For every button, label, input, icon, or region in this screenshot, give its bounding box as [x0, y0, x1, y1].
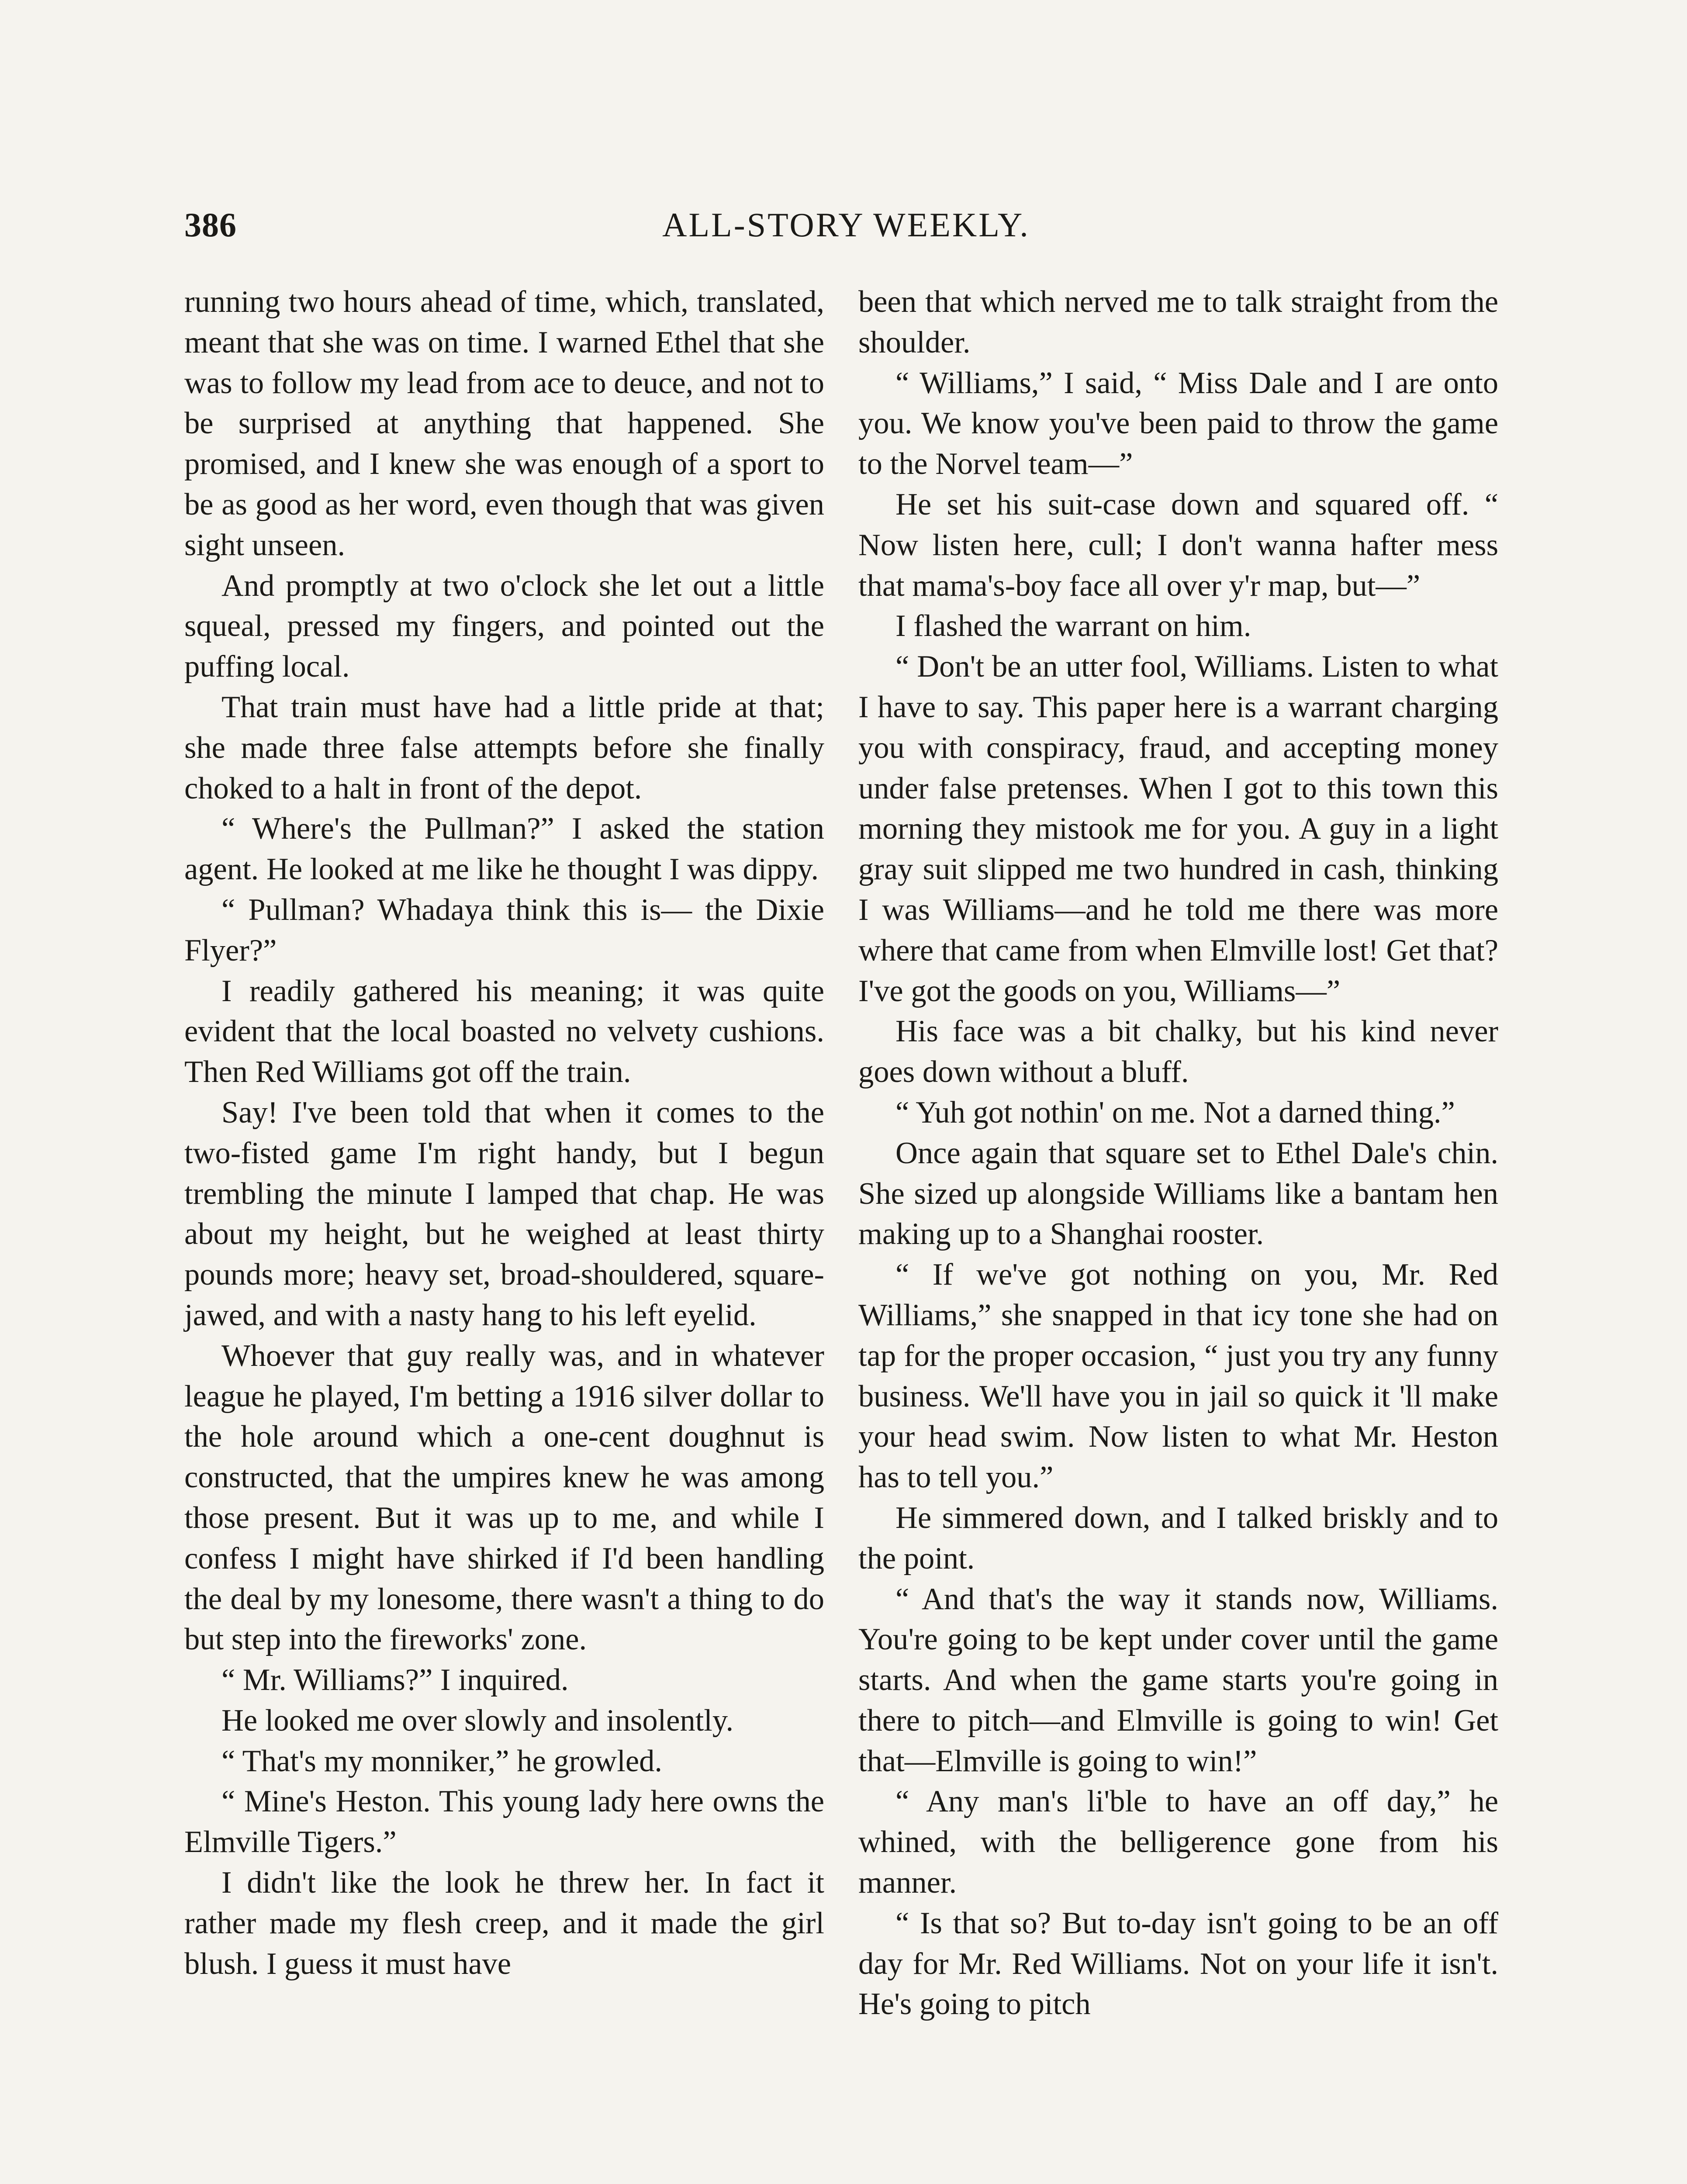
paragraph: running two hours ahead of time, which, translated, meant that she was on time. I warned Ethel that she was to follow my lead from ace to deuce, and not to be surprised at anything that happened. She promised, and I knew she was enough of a sport to be as good as her word, even though that was given sight unseen.: [184, 285, 824, 562]
paragraph: Once again that square set to Ethel Dale's chin. She sized up alongside Williams like a bantam hen making up to a Shanghai rooster.: [858, 1136, 1498, 1251]
right-column: [858, 282, 1498, 2025]
paragraph: “ Where's the Pullman?” I asked the station agent. He looked at me like he thought I was dippy.: [184, 812, 824, 887]
paragraph: “ And that's the way it stands now, Williams. You're going to be kept under cover until the game starts. And when the game starts you're going in there to pitch—and Elmville is going to win! Get that—Elmville is going to win!”: [858, 1582, 1498, 1778]
paragraph: I flashed the warrant on him.: [895, 609, 1251, 643]
paragraph: been that which nerved me to talk straight from the shoulder.: [858, 285, 1498, 359]
paragraph: I didn't like the look he threw her. In fact it rather made my flesh creep, and it made the girl blush. I guess it must have: [184, 1866, 824, 1981]
paragraph: That train must have had a little pride at that; she made three false attempts before she finally choked to a halt in front of the depot.: [184, 690, 824, 805]
paragraph: “ Pullman? Whadaya think this is— the Dixie Flyer?”: [184, 892, 824, 968]
paragraph: “ Williams,” I said, “ Miss Dale and I are onto you. We know you've been paid to throw the game to the Norvel team—”: [858, 366, 1498, 481]
page-number: 386: [184, 206, 237, 244]
paragraph: “ If we've got nothing on you, Mr. Red Williams,” she snapped in that icy tone she had on tap for the proper occasion, “ just you try any funny business. We'll have you in jail so quick it 'll make your head swim. Now listen to what Mr. Heston has to tell you.”: [858, 1258, 1498, 1495]
paragraph: He simmered down, and I talked briskly and to the point.: [858, 1500, 1498, 1576]
paragraph: “ Any man's li'ble to have an off day,” he whined, with the belligerence gone from his manner.: [858, 1784, 1498, 1900]
left-column: [184, 282, 824, 1984]
page-header: [184, 205, 1508, 253]
paragraph: I readily gathered his meaning; it was quite evident that the local boasted no velvety cushions. Then Red Williams got off the train.: [184, 974, 824, 1089]
paragraph: “ Don't be an utter fool, Williams. Listen to what I have to say. This paper here is a warrant charging you with conspiracy, fraud, and accepting money under false pretenses. When I got to this town this morning they mistook me for you. A guy in a light gray suit slipped me two hundred in cash, thinking I was Williams—and he told me there was more where that came from when Elmville lost! Get that? I've got the goods on you, Williams—”: [858, 650, 1498, 1008]
paragraph: And promptly at two o'clock she let out a little squeal, pressed my fingers, and pointed out the puffing local.: [184, 568, 824, 684]
running-title: ALL-STORY WEEKLY.: [662, 206, 1030, 244]
paragraph: “ Mine's Heston. This young lady here owns the Elmville Tigers.”: [184, 1784, 824, 1859]
paragraph: Say! I've been told that when it comes to the two-fisted game I'm right handy, but I begun trembling the minute I lamped that chap. He was about my height, but he weighed at least thirty pounds more; heavy set, broad-shouldered, square-jawed, and with a nasty hang to his left eyelid.: [184, 1095, 824, 1332]
paragraph: “ Yuh got nothin' on me. Not a darned thing.”: [895, 1095, 1455, 1130]
paragraph: He looked me over slowly and insolently.: [221, 1703, 734, 1738]
paragraph: Whoever that guy really was, and in whatever league he played, I'm betting a 1916 silver dollar to the hole around which a one-cent doughnut is constructed, that the umpires knew he was among those present. But it was up to me, and while I confess I might have shirked if I'd been handling the deal by my lonesome, there wasn't a thing to do but step into the fireworks' zone.: [184, 1338, 824, 1657]
paragraph: “ Is that so? But to-day isn't going to be an off day for Mr. Red Williams. Not on your life it isn't. He's going to pitch: [858, 1906, 1498, 2022]
paragraph: He set his suit-case down and squared off. “ Now listen here, cull; I don't wanna hafter mess that mama's-boy face all over y'r map, but—”: [858, 487, 1498, 603]
paragraph: “ That's my monniker,” he growled.: [221, 1744, 663, 1778]
paragraph: “ Mr. Williams?” I inquired.: [221, 1663, 569, 1697]
paragraph: His face was a bit chalky, but his kind never goes down without a bluff.: [858, 1014, 1498, 1089]
